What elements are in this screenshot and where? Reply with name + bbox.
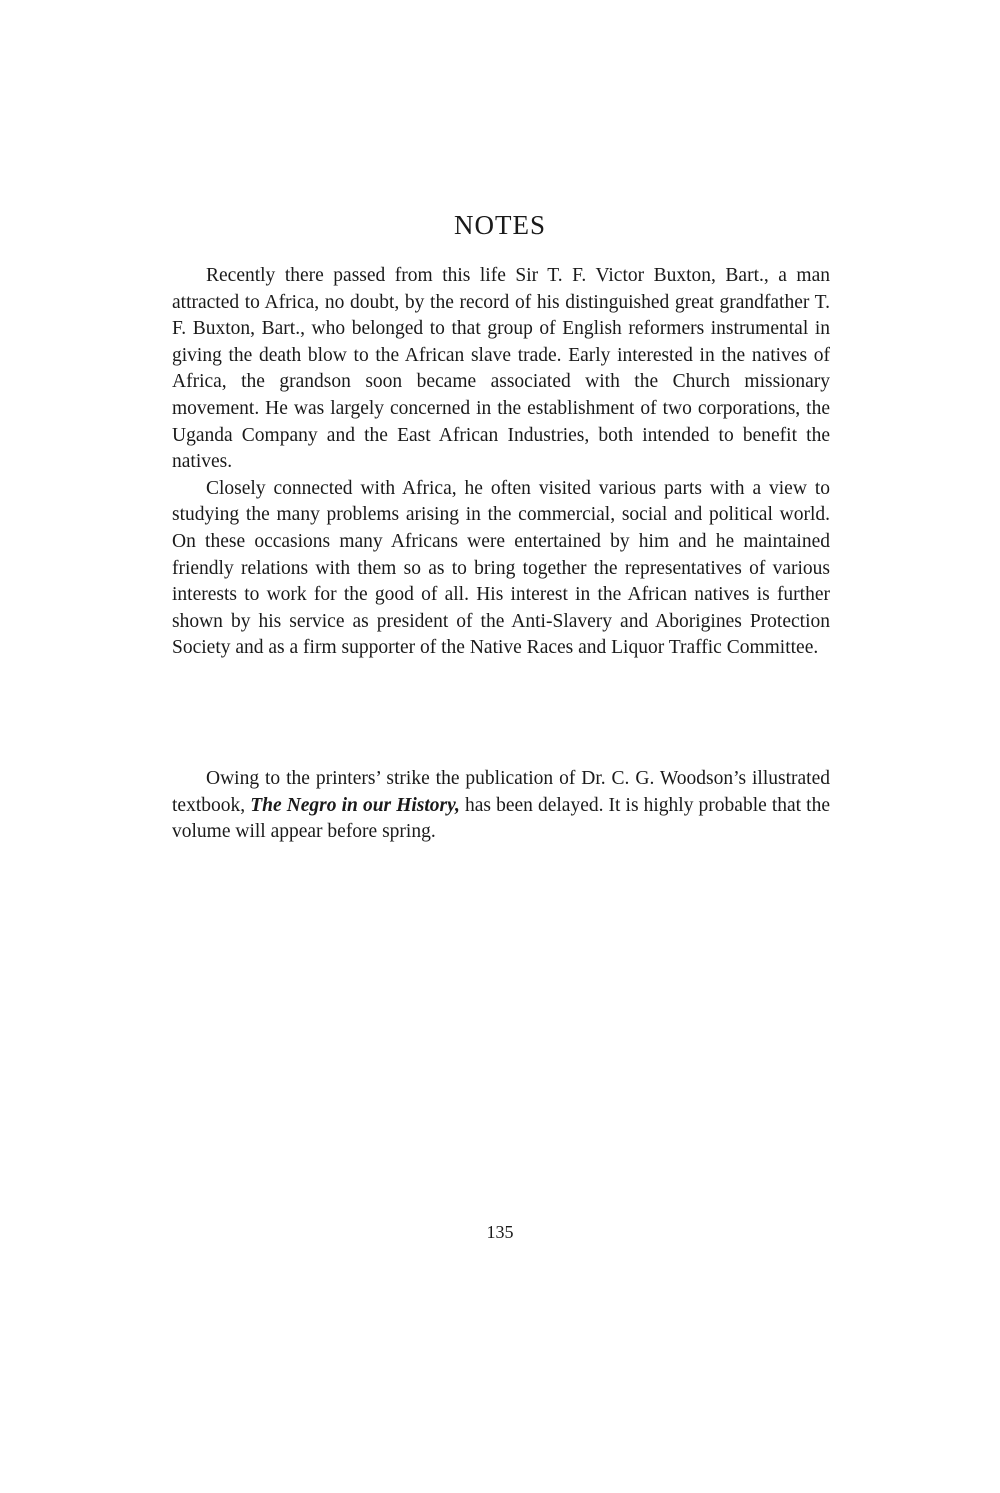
paragraph: Closely connected with Africa, he often visited various parts with a view to studying the many problems arising in the commercial, social and political world. On these occasions many Africans were entertained by him and he maintained friendly relations with them so as to bring together the representatives of various interests to work for the good of all. His interest in the African natives is further shown by his service as president of the Anti-Slavery and Aborigines Protection Society and as a firm supporter of the Native Races and Liquor Traffic Committee. [172,477,830,659]
paragraph-text: has been delayed. It is highly probable that the volume will appear before spring. [172,794,830,843]
paragraph-text: Owing to the printers’ strike the publication of Dr. C. G. Woodson’s illustrated textbook, [172,768,830,816]
page-number: 135 [486,1222,514,1242]
note-buxton [172,263,830,662]
page-title: NOTES [454,210,546,240]
note-woodson [172,766,830,846]
paragraph [172,766,830,846]
paragraph: Recently there passed from this life Sir T. F. Victor Buxton, Bart., a man attracted to Africa, no doubt, by the record of his distinguished great grandfather T. F. Buxton, Bart., who belonged to that group of English reformers instrumental in giving the death blow to the African slave trade. Early interested in the natives of Africa, the grandson soon became associated with the Church missionary movement. He was largely concerned in the establishment of two corporations, the Uganda Company and the East African Industries, both intended to benefit the natives. [172,265,830,473]
book-title: The Negro in our History, [250,794,460,816]
